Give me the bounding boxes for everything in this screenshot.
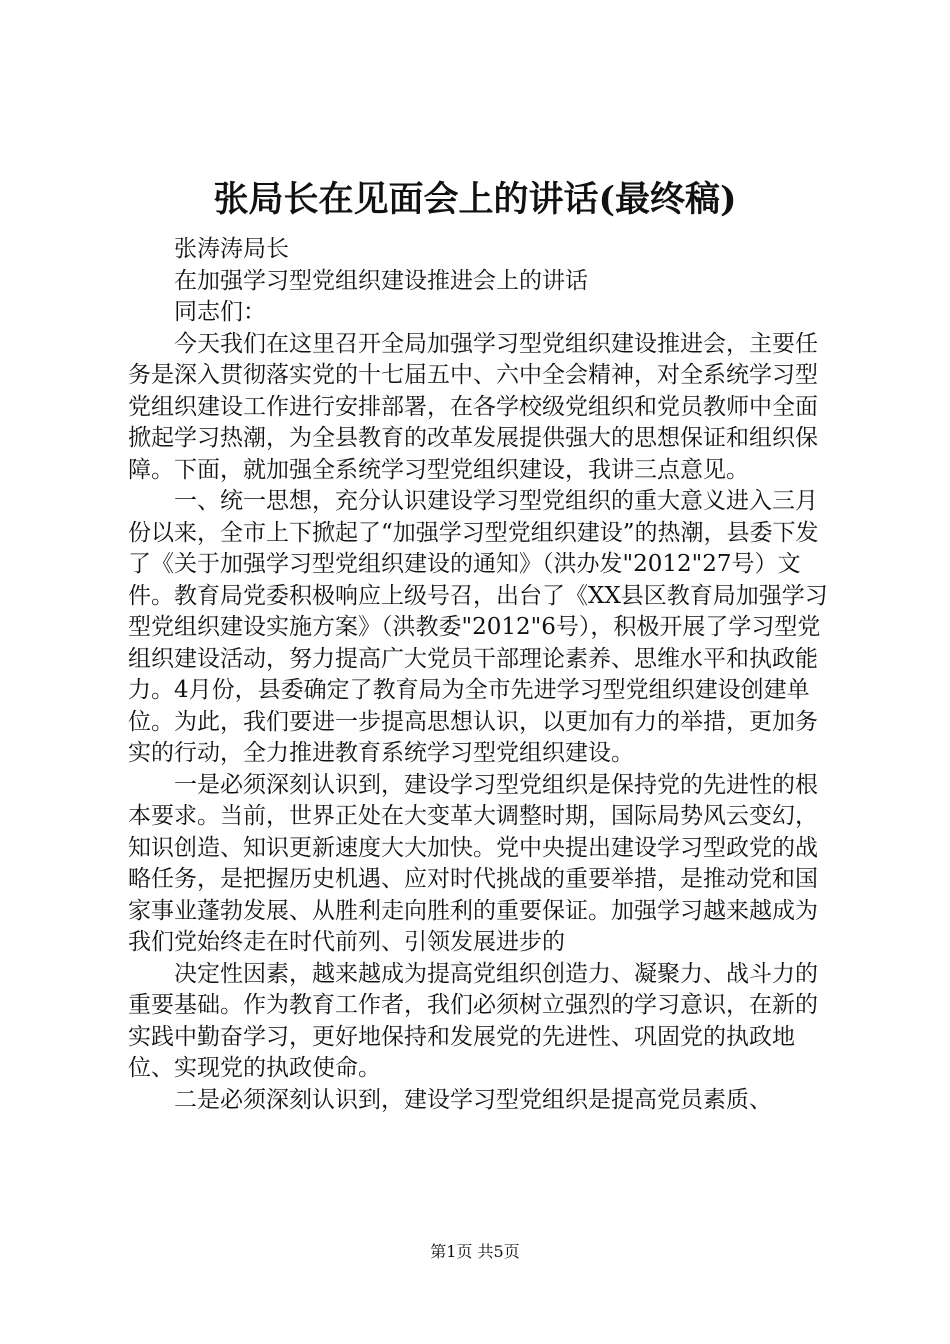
byline: 张涛涛局长 xyxy=(174,236,289,262)
document-body xyxy=(128,234,838,1116)
paragraph-point-one-continued: 决定性因素，越来越成为提高党组织创造力、凝聚力、战斗力的重要基础。作为教育工作者，我们必须树立强烈的学习意识，在新的实践中勤奋学习，更好地保持和发展党的先进性、巩固党的执政地位、实现党的执政使命。 xyxy=(128,960,818,1081)
document-title: 张局长在见面会上的讲话(最终稿) xyxy=(213,179,737,220)
speech-subtitle: 在加强学习型党组织建设推进会上的讲话 xyxy=(174,267,588,294)
salutation: 同志们： xyxy=(174,299,266,325)
page-number: 第1页 共5页 xyxy=(430,1242,520,1261)
paragraph-section-one: 一、统一思想，充分认识建设学习型党组织的重大意义进入三月份以来，全市上下掀起了“加强学习型党组织建设”的热潮，县委下发了《关于加强学习型党组织建设的通知》（洪办发"2012"27号）文件。教育局党委积极响应上级号召，出台了《XX县区教育局加强学习型党组织建设实施方案》（洪教委"2012"6号），积极开展了学习型党组织建设活动，努力提高广大党员干部理论素养、思维水平和执政能力。4月份，县委确定了教育局为全市先进学习型党组织建设创建单位。为此，我们要进一步提高思想认识，以更加有力的举措，更加务实的行动，全力推进教育系统学习型党组织建设。 xyxy=(128,488,828,766)
paragraph-point-one: 一是必须深刻认识到，建设学习型党组织是保持党的先进性的根本要求。当前，世界正处在大变革大调整时期，国际局势风云变幻，知识创造、知识更新速度大大加快。党中央提出建设学习型政党的战略任务，是把握历史机遇、应对时代挑战的重要举措，是推动党和国家事业蓬勃发展、从胜利走向胜利的重要保证。加强学习越来越成为我们党始终走在时代前列、引领发展进步的 xyxy=(128,771,818,955)
paragraph-intro: 今天我们在这里召开全局加强学习型党组织建设推进会，主要任务是深入贯彻落实党的十七届五中、六中全会精神，对全系统学习型党组织建设工作进行安排部署，在各学校级党组织和党员教师中全面掀起学习热潮，为全县教育的改革发展提供强大的思想保证和组织保障。下面，就加强全系统学习型党组织建设，我讲三点意见。 xyxy=(128,330,818,483)
paragraph-point-two-start: 二是必须深刻认识到，建设学习型党组织是提高党员素质、 xyxy=(174,1086,772,1113)
